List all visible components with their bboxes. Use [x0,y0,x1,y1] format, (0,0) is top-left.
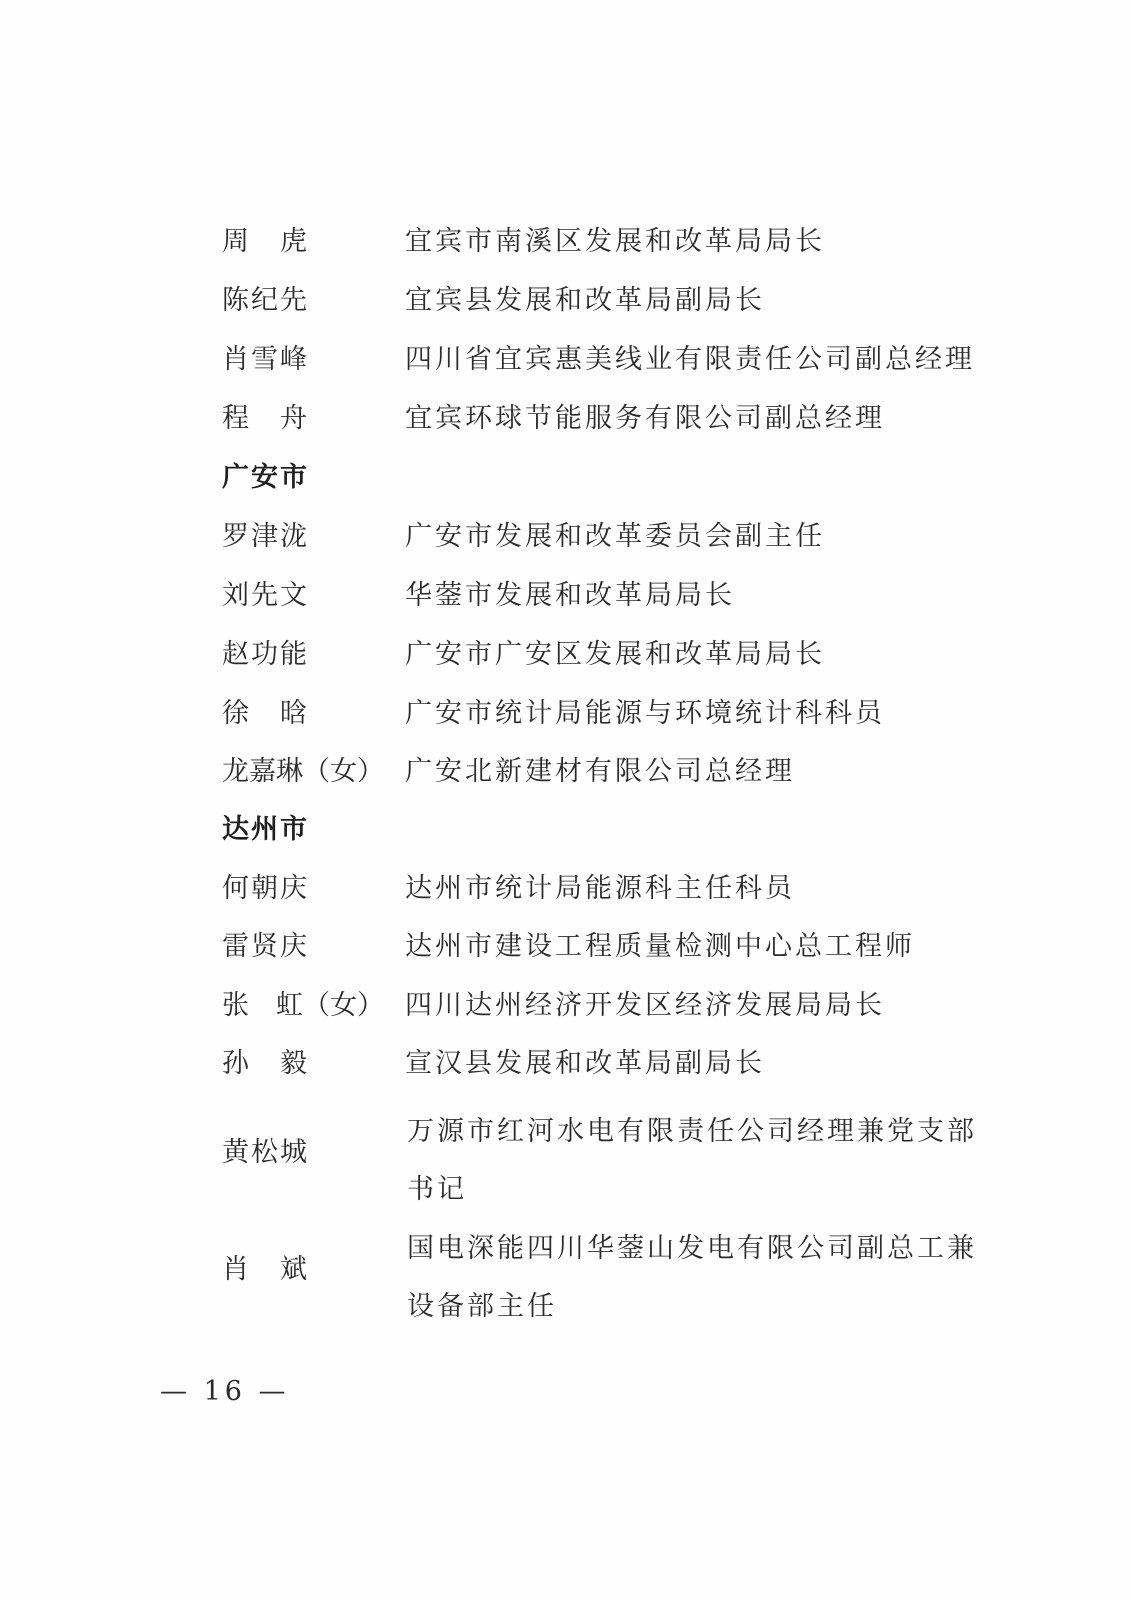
page-number: — 16 — [160,1376,290,1407]
person-title [407,1103,987,1219]
person-title-line: 万源市红河水电有限责任公司经理兼党支部 [407,1116,977,1147]
person-title: 广安市统计局能源与环境统计科科员 [405,698,885,729]
person-name: 张 虹（女） [222,990,384,1021]
person-name: 陈纪先 [222,285,309,316]
person-name: 雷贤庆 [222,931,309,962]
person-title: 宣汉县发展和改革局副局长 [405,1048,765,1079]
person-title: 四川省宜宾惠美线业有限责任公司副总经理 [405,344,975,375]
person-title-line: 设备部主任 [407,1291,557,1322]
section-heading-dazhou: 达州市 [222,814,309,845]
person-title: 广安市发展和改革委员会副主任 [405,521,825,552]
person-name: 赵功能 [222,639,309,670]
person-title: 宜宾县发展和改革局副局长 [405,285,765,316]
person-name: 何朝庆 [222,873,309,904]
person-name: 周 虎 [222,226,309,257]
person-name: 孙 毅 [222,1048,309,1079]
person-title: 四川达州经济开发区经济发展局局长 [405,990,885,1021]
person-name: 黄松城 [222,1137,309,1168]
person-title-line: 国电深能四川华蓥山发电有限公司副总工兼 [407,1233,977,1264]
person-name: 程 舟 [222,403,309,434]
person-title: 广安北新建材有限公司总经理 [405,756,795,787]
person-title: 华蓥市发展和改革局局长 [405,580,735,611]
person-name: 肖雪峰 [222,344,309,375]
person-title: 宜宾市南溪区发展和改革局局长 [405,226,825,257]
person-title [407,1220,987,1336]
person-title: 达州市建设工程质量检测中心总工程师 [405,931,915,962]
person-name: 龙嘉琳（女） [222,756,384,787]
person-name: 刘先文 [222,580,309,611]
section-heading-guangan: 广安市 [222,462,309,493]
person-title-line: 书记 [407,1174,467,1205]
person-title: 广安市广安区发展和改革局局长 [405,639,825,670]
person-title: 宜宾环球节能服务有限公司副总经理 [405,403,885,434]
person-name: 罗津泷 [222,521,309,552]
person-name: 徐 晗 [222,698,309,729]
person-title: 达州市统计局能源科主任科员 [405,873,795,904]
person-name: 肖 斌 [222,1254,309,1285]
